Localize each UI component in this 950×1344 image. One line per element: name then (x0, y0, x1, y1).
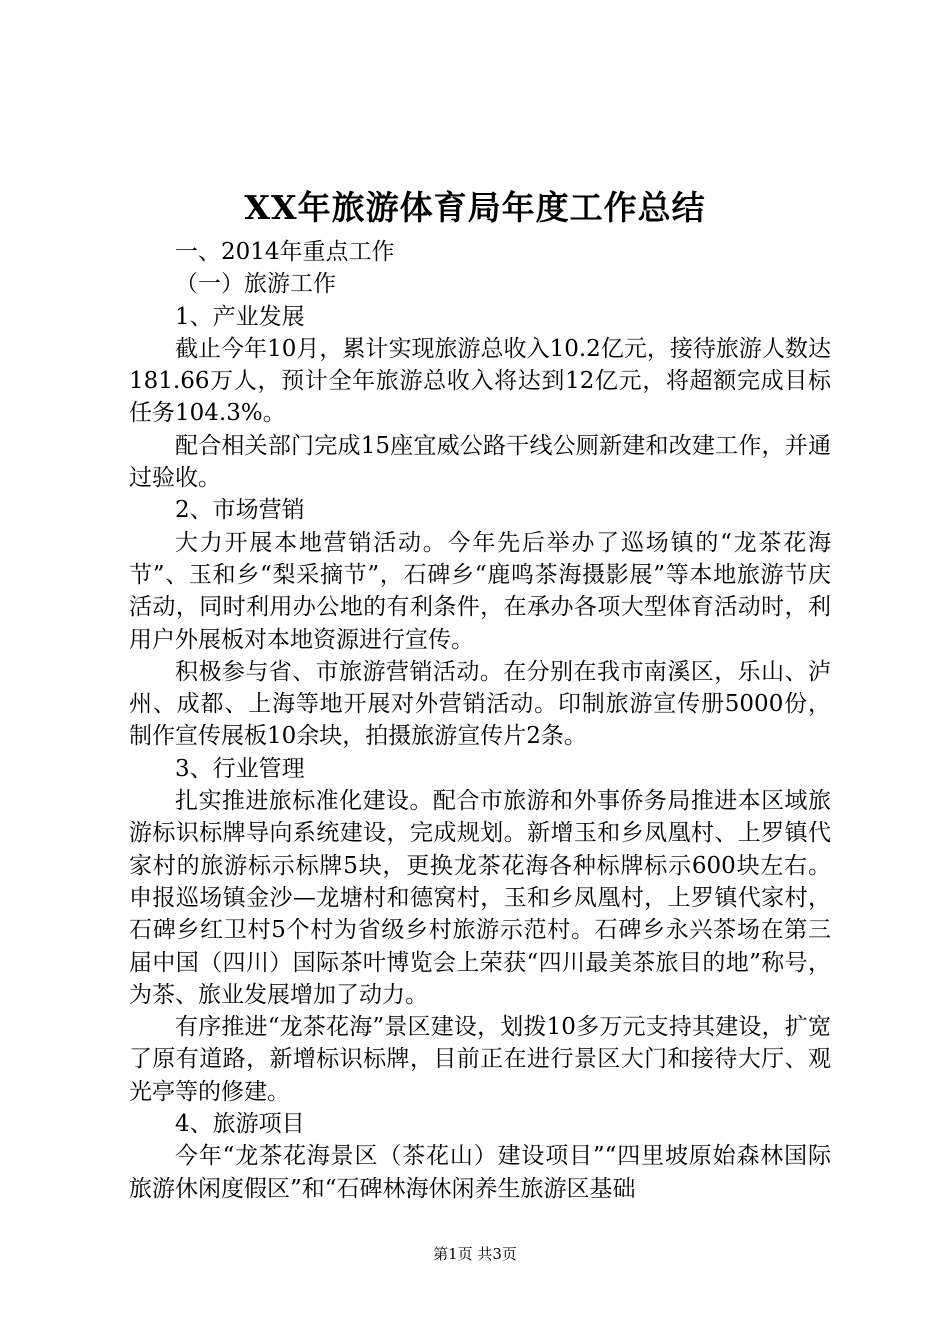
page-number-footer: 第1页 共3页 (433, 1245, 517, 1263)
body-paragraph: 今年“龙茶花海景区（茶花山）建设项目”“四里坡原始森林国际旅游休闲度假区”和“石碑林海休闲养生旅游区基础 (129, 1143, 831, 1202)
body-paragraph: 配合相关部门完成15座宜威公路干线公厕新建和改建工作，并通过验收。 (129, 432, 831, 492)
document-title: XX年旅游体育局年度工作总结 (244, 188, 706, 227)
body-paragraph: 截止今年10月，累计实现旅游总收入10.2亿元，接待旅游人数达181.66万人，预计全年旅游总收入将达到12亿元，将超额完成目标任务104.3%。 (129, 335, 831, 427)
body-paragraph: 积极参与省、市旅游营销活动。在分别在我市南溪区，乐山、泸州、成都、上海等地开展对外营销活动。印制旅游宣传册5000份，制作宣传展板10余块，拍摄旅游宣传片2条。 (129, 658, 831, 750)
body-paragraph: 有序推进“龙茶花海”景区建设，划拨10多万元支持其建设，扩宽了原有道路，新增标识标牌，目前正在进行景区大门和接待大厅、观光亭等的修建。 (129, 1014, 831, 1105)
section-heading: 一、2014年重点工作 (175, 239, 395, 265)
item-heading: 3、行业管理 (175, 755, 305, 782)
body-paragraph: 大力开展本地营销活动。今年先后举办了巡场镇的“龙茶花海节”、玉和乡“梨采摘节”，石碑乡“鹿鸣茶海摄影展”等本地旅游节庆活动，同时利用办公地的有利条件，在承办各项大型体育活动时，利用户外展板对本地资源进行宣传。 (129, 529, 831, 653)
item-heading: 2、市场营销 (175, 497, 305, 524)
item-heading: 4、旅游项目 (175, 1111, 305, 1138)
document-body (129, 236, 831, 1205)
body-paragraph: 扎实推进旅标准化建设。配合市旅游和外事侨务局推进本区域旅游标识标牌导向系统建设，完成规划。新增玉和乡凤凰村、上罗镇代家村的旅游标示标牌5块，更换龙茶花海各种标牌标示600块左右。申报巡场镇金沙—龙塘村和德窝村，玉和乡凤凰村，上罗镇代家村，石碑乡红卫村5个村为省级乡村旅游示范村。石碑乡永兴茶场在第三届中国（四川）国际茶叶博览会上荣获“四川最美茶旅目的地”称号，为茶、旅业发展增加了动力。 (129, 788, 831, 1008)
item-heading: 1、产业发展 (175, 303, 305, 330)
subsection-heading: （一）旅游工作 (175, 271, 336, 298)
